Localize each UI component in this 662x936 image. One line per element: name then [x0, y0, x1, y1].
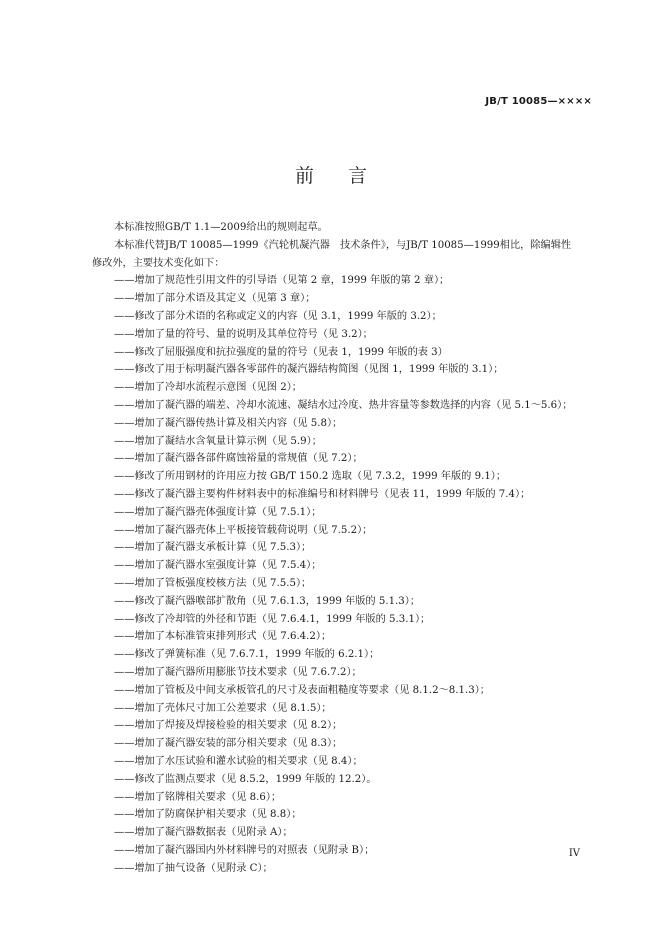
- change-item: ——增加了凝结水含氧量计算示例（见 5.9）；: [114, 435, 322, 447]
- change-item: ——增加了凝汽器所用膨胀节技术要求（见 7.6.7.2）；: [114, 666, 362, 678]
- change-item: ——增加了凝汽器安装的部分相关要求（见 8.3）；: [114, 738, 343, 750]
- change-item: ——增加了量的符号、量的说明及其单位符号（见 3.2）；: [114, 328, 373, 340]
- change-item: ——增加了壳体尺寸加工公差要求（见 8.1.5）；: [114, 702, 332, 714]
- change-item: ——增加了规范性引用文件的引导语（见第 2 章，1999 年版的第 2 章）；: [114, 275, 450, 287]
- change-item: ——增加了凝汽器数据表（见附录 A）；: [114, 827, 293, 839]
- change-item: ——增加了冷却水流程示意图（见图 2）；: [114, 382, 302, 394]
- change-item: ——增加了防腐保护相关要求（见 8.8）；: [114, 809, 302, 821]
- change-item: ——增加了凝汽器的端差、冷却水流速、凝结水过冷度、热井容量等参数选择的内容（见 5.1～5.6）；: [114, 399, 573, 411]
- change-item: ——增加了水压试验和灌水试验的相关要求（见 8.4）；: [114, 755, 363, 767]
- change-item: ——修改了监测点要求（见 8.5.2，1999 年版的 12.2）。: [114, 773, 377, 785]
- header-standard-code: JB/T 10085—××××: [485, 96, 592, 107]
- intro-paragraph-2-continued: 修改外，主要技术变化如下：: [92, 257, 225, 269]
- change-item: ——增加了凝汽器壳体强度计算（见 7.5.1）；: [114, 506, 322, 518]
- change-item: ——修改了冷却管的外径和节距（见 7.6.4.1，1999 年版的 5.3.1）；: [114, 613, 431, 625]
- change-item: ——增加了铭牌相关要求（见 8.6）；: [114, 791, 282, 803]
- change-item: ——修改了部分术语的名称或定义的内容（见 3.1，1999 年版的 3.2）；: [114, 310, 442, 322]
- change-item: ——增加了凝汽器壳体上平板接管载荷说明（见 7.5.2）；: [114, 524, 373, 536]
- intro-paragraph-1: 本标准按照GB/T 1.1—2009给出的规则起草。: [114, 222, 328, 233]
- change-list: [92, 272, 592, 877]
- change-item: ——增加了凝汽器支承板计算（见 7.5.3）；: [114, 542, 312, 554]
- change-item: ——增加了凝汽器国内外材料牌号的对照表（见附录 B）；: [114, 844, 375, 856]
- change-item: ——增加了部分术语及其定义（见第 3 章）；: [114, 293, 316, 305]
- change-item: ——增加了本标准管束排列形式（见 7.6.4.2）；: [114, 631, 332, 643]
- change-item: ——修改了用于标明凝汽器各零部件的凝汽器结构简图（见图 1，1999 年版的 3.1）；: [114, 364, 504, 376]
- change-item: ——增加了凝汽器各部件腐蚀裕量的常规值（见 7.2）；: [114, 453, 363, 465]
- change-item: ——增加了凝汽器水室强度计算（见 7.5.4）；: [114, 560, 322, 572]
- change-item: ——修改了所用钢材的许用应力按 GB/T 150.2 选取（见 7.3.2，1999 年版的 9.1）；: [114, 471, 507, 483]
- page-title: 前 言: [294, 165, 382, 187]
- change-item: ——增加了管板及中间支承板管孔的尺寸及表面粗糙度等要求（见 8.1.2～8.1.3）；: [114, 684, 490, 696]
- change-item: ——增加了凝汽器传热计算及相关内容（见 5.8）；: [114, 417, 343, 429]
- change-item: ——增加了管板强度校核方法（见 7.5.5）；: [114, 577, 312, 589]
- foreword-body: [92, 219, 592, 877]
- change-item: ——修改了屈服强度和抗拉强度的量的符号（见表 1，1999 年版的表 3）: [114, 346, 448, 358]
- change-item: ——增加了抽气设备（见附录 C）；: [114, 862, 273, 874]
- change-item: ——修改了弹簧标准（见 7.6.7.1，1999 年版的 6.2.1）；: [114, 649, 380, 661]
- change-item: ——修改了凝汽器主要构件材料表中的标准编号和材料牌号（见表 11，1999 年版的 7.4）；: [114, 488, 531, 500]
- change-item: ——增加了焊接及焊接检验的相关要求（见 8.2）；: [114, 720, 343, 732]
- page-number: IV: [568, 848, 580, 859]
- change-item: ——修改了凝汽器喉部扩散角（见 7.6.1.3，1999 年版的 5.1.3）；: [114, 595, 421, 607]
- intro-paragraph-2: 本标准代替JB/T 10085—1999《汽轮机凝汽器 技术条件》，与JB/T 10085—1999相比，除编辑性: [114, 239, 572, 251]
